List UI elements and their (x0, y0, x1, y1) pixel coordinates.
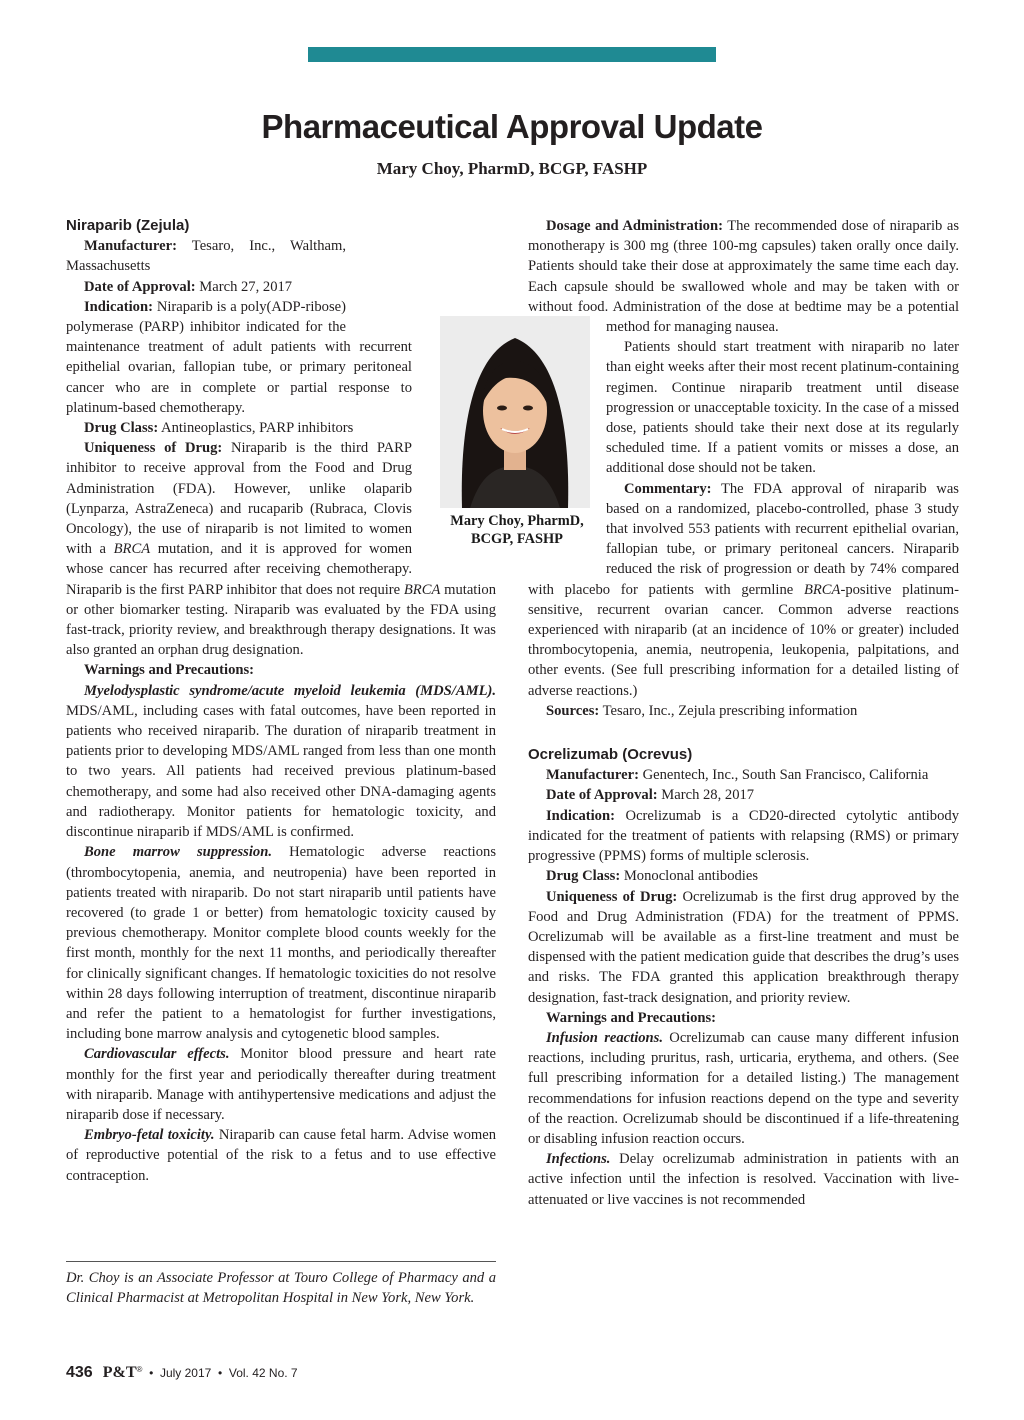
niraparib-drug-class: Drug Class: Antineoplastics, PARP inhibitors (84, 420, 354, 437)
page-number: 436 (66, 1364, 93, 1381)
drug-heading-ocrelizumab: Ocrelizumab (Ocrevus) (528, 746, 693, 764)
niraparib-bone-marrow: Bone marrow suppression. Hematologic adverse reactions (thrombocytopenia, anemia, and neutropenia) have been reported in patients treated with niraparib. Do not start niraparib until patients have recovered (to grade 1 or better) from hematologic toxicity caused by previous chemotherapy. Monitor complete blood counts weekly for the first month, monthly for the next 11 months, and periodically thereafter for clinically significant changes. If hematologic toxicities do not resolve within 28 days following interruption of treatment, discontinue niraparib and refer the patient to a hematologist for further investigations, including bone marrow analysis and cytogenetic blood samples. (66, 844, 497, 1043)
photo-caption-line-1: Mary Choy, PharmD, (450, 513, 584, 529)
ocrelizumab-manufacturer: Manufacturer: Genentech, Inc., South San Francisco, California (546, 767, 929, 784)
header-accent-bar (308, 47, 716, 62)
niraparib-embryo-fetal: Embryo-fetal toxicity. Niraparib can cause fetal harm. Advise women of reproductive potential of the risk to a fetus and to use effective contraception. (66, 1127, 496, 1184)
page-title: Pharmaceutical Approval Update (261, 108, 763, 145)
footnote-divider (66, 1261, 496, 1262)
ocrelizumab-drug-class: Drug Class: Monoclonal antibodies (546, 868, 758, 885)
ocrelizumab-approval-date: Date of Approval: March 28, 2017 (546, 787, 755, 804)
niraparib-dosage-continued: Patients should start treatment with niraparib no later than eight weeks after their most recent platinum-containing regimen. Continue niraparib treatment until disease progression or unacceptable toxicity. In the case of a missed dose, patients should take their next dose at its regularly scheduled time. If a patient vomits or misses a dose, an additional dose should not be taken. (606, 339, 959, 477)
ocrelizumab-warnings-heading: Warnings and Precautions: (546, 1009, 717, 1026)
niraparib-mds-aml: Myelodysplastic syndrome/acute myeloid leukemia (MDS/AML). MDS/AML, including cases with fatal outcomes, have been reported in patients who received niraparib. The duration of niraparib treatment in patients prior to developing MDS/AML ranged from less than one month to two years. All patients had received previous platinum-based chemotherapy, and some had also received other DNA-damaging agents and radiotherapy. Monitor patients for hematologic toxicity, and discontinue niraparib if MDS/AML is confirmed. (66, 682, 496, 841)
ocrelizumab-uniqueness: Uniqueness of Drug: Ocrelizumab is the first drug approved by the Food and Drug Administration (FDA) for the treatment of PPMS. Ocrelizumab will be available as a first-line treatment and must be dispensed with the patient medication guide that describes the drug’s uses and risks. The FDA granted this application breakthrough therapy designation, fast-track designation, and priority review. (528, 888, 959, 1006)
page-footer (66, 1364, 298, 1382)
issue-date: July 2017 (159, 1366, 212, 1380)
left-column (66, 216, 496, 1186)
niraparib-indication: Indication: Niraparib is a poly(ADP-ribose) polymerase (PARP) inhibitor indicated for the maintenance treatment of adult patients with recurrent epithelial ovarian, fallopian tube, or primary peritoneal cancer who are in complete or partial response to platinum-based chemotherapy. (66, 298, 412, 416)
niraparib-warnings-heading: Warnings and Precautions: (84, 662, 255, 679)
journal-name: P&T (102, 1364, 137, 1381)
niraparib-dosage: Dosage and Administration: The recommended dose of niraparib as monotherapy is 300 mg (three 100-mg capsules) taken orally once daily. Patients should take their dose at approximately the same time each day. Each capsule should be swallowed whole and may be taken with or without food. Administration of the dose at bedtime may be a potential method for managing nausea. (528, 218, 959, 336)
niraparib-cardiovascular: Cardiovascular effects. Monitor blood pressure and heart rate monthly for the first year and periodically thereafter during treatment with niraparib. Manage with antihypertensive medications and adjust the niraparib dose if necessary. (66, 1046, 497, 1123)
ocrelizumab-infections: Infections. Delay ocrelizumab administration in patients with an active infection until the infection is resolved. Vaccination with live-attenuated or live vaccines is not recommended (528, 1151, 959, 1208)
footer-bullet-2: • (218, 1366, 223, 1380)
drug-heading-niraparib: Niraparib (Zejula) (66, 217, 190, 234)
volume-number: Vol. 42 No. 7 (228, 1366, 298, 1380)
niraparib-commentary: Commentary: The FDA approval of niraparib was based on a randomized, placebo-controlled, phase 3 study that involved 553 patients with recurrent epithelial ovarian, fallopian tube, or primary peritoneal cancers. Niraparib reduced the risk of progression or death by 74% compared with placebo for patients with germline BRCA-positive platinum-sensitive, recurrent ovarian cancer. Common adverse reactions experienced with niraparib (at an incidence of 10% or greater) included thrombocytopenia, anemia, neutropenia, leukopenia, palpitations, and other events. (See full prescribing information for a detailed listing of adverse reactions.) (528, 480, 960, 699)
author-footnote: Dr. Choy is an Associate Professor at Touro College of Pharmacy and a Clinical Pharmacist at Metropolitan Hospital in New York, New York. (66, 1270, 496, 1307)
ocrelizumab-indication: Indication: Ocrelizumab is a CD20-directed cytolytic antibody indicated for the treatment of patients with relapsing (RMS) or primary progressive (PPMS) forms of multiple sclerosis. (528, 807, 959, 865)
ocrelizumab-infusion-reactions: Infusion reactions. Ocrelizumab can cause many different infusion reactions, including pruritus, rash, urticaria, erythema, and others. (See full prescribing information for a detailed listing.) The management recommendations for infusion reactions depend on the type and severity of the reaction. Ocrelizumab should be discontinued if a life-threatening or disabling infusion reaction occurs. (528, 1029, 959, 1147)
niraparib-approval-date: Date of Approval: March 27, 2017 (84, 278, 293, 295)
niraparib-uniqueness: Uniqueness of Drug: Niraparib is the third PARP inhibitor to receive approval from the Food and Drug Administration (FDA). However, unlike olaparib (Lynparza, AstraZeneca) and rucaparib (Rubraca, Clovis Oncology), the use of niraparib is not limited to women with a BRCA mutation, and it is approved for women whose cancer has recurred after receiving chemotherapy. Niraparib is the first PARP inhibitor that does not require BRCA mutation or other biomarker testing. Niraparib was evaluated by the FDA using fast-track, priority review, and breakthrough therapy designations. It was also granted an orphan drug designation. (66, 440, 496, 659)
registered-mark: ® (136, 1365, 143, 1374)
niraparib-manufacturer: Manufacturer: Tesaro, Inc., Waltham, Massachusetts (66, 238, 346, 275)
photo-caption-line-2: BCGP, FASHP (471, 531, 563, 547)
footer-bullet: • (149, 1366, 154, 1380)
niraparib-sources: Sources: Tesaro, Inc., Zejula prescribing information (546, 702, 858, 719)
right-column (528, 216, 959, 1210)
author-byline: Mary Choy, PharmD, BCGP, FASHP (376, 159, 648, 178)
